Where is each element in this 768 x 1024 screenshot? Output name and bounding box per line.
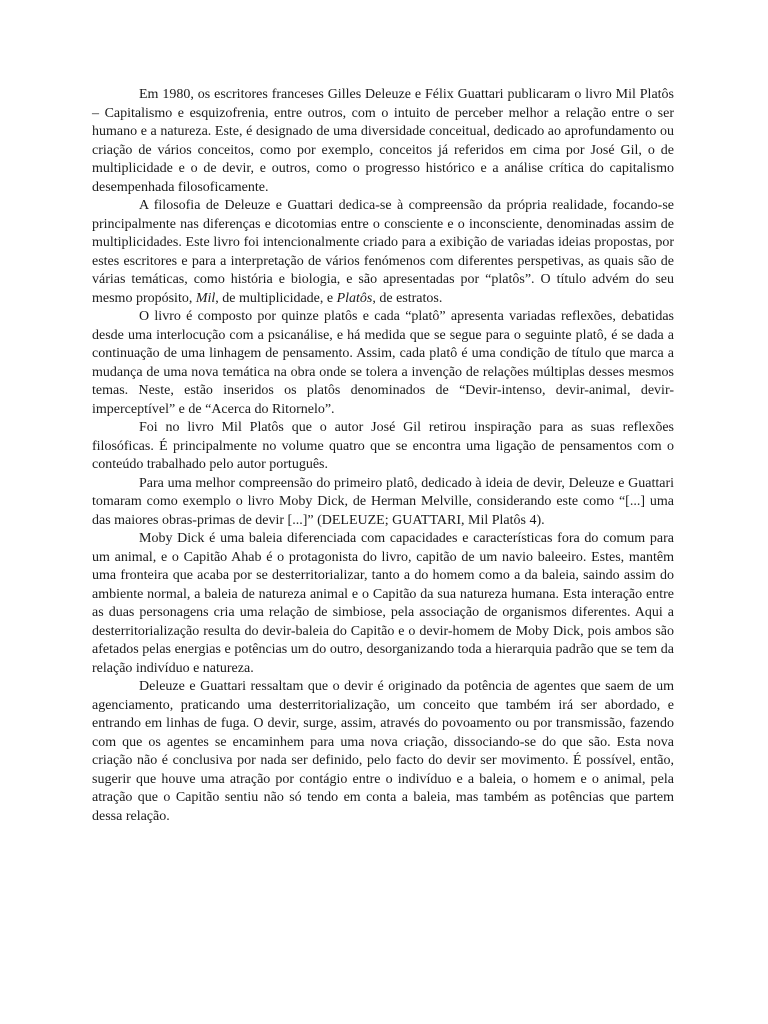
paragraph-text: Foi no livro Mil Platôs que o autor José Gil retirou inspiração para as suas reflexões filosóficas. É principalmente no volume quatro que se encontra uma ligação de pensamentos com o conteúdo trabalhado pelo autor português. (92, 420, 674, 472)
paragraph-text: , de estratos. (372, 290, 443, 306)
paragraph (92, 530, 674, 678)
paragraph-text: Para uma melhor compreensão do primeiro platô, dedicado à ideia de devir, Deleuze e Guattari tomaram como exemplo o livro Moby Dick, de Herman Melville, considerando este como “[...] uma das maiores obras-primas de devir [...]” (DELEUZE; GUATTARI, Mil Platôs 4). (92, 475, 674, 528)
paragraph-text: A filosofia de Deleuze e Guattari dedica-se à compreensão da própria realidade, focando-se principalmente nas diferenças e dicotomias entre o consciente e o inconsciente, denominadas assim de multiplicidades. Este livro foi intencionalmente criado para a exibição de variadas ideias propostas, por estes escritores e para a interpretação de vários fenómenos com diferentes perspetivas, as quais são de várias temáticas, como história e biologia, e são apresentadas por “platôs”. O título advém do seu mesmo propósito, (92, 198, 674, 306)
italic-term: Mil (195, 290, 216, 306)
paragraph (92, 86, 674, 197)
paragraph-text: Em 1980, os escritores franceses Gilles Deleuze e Félix Guattari publicaram o livro Mil Platôs – Capitalismo e esquizofrenia, entre outros, com o intuito de perceber melhor a relação entre o ser humano e a natureza. Este, é designado de uma diversidade conceitual, dedicado ao aprofundamento ou criação de vários conceitos, como por exemplo, conceitos já referidos em cima por José Gil, o de multiplicidade e o de devir, e outros, como o progresso histórico e a análise crítica do capitalismo desempenhada filosoficamente. (92, 87, 674, 195)
paragraph (92, 308, 674, 419)
paragraph-text: Deleuze e Guattari ressaltam que o devir é originado da potência de agentes que saem de um agenciamento, praticando uma desterritorialização, um conceito que também irá ser abordado, e entrando em linhas de fuga. O devir, surge, assim, através do povoamento ou por transmissão, fazendo com que os agentes se encaminhem para uma nova criação, dissociando-se do que são. Esta nova criação não é conclusiva por nada ser definido, pelo facto do devir ser movimento. É possível, então, sugerir que houve uma atração por contágio entre o indivíduo e a baleia, o homem e o animal, pela atração que o Capitão sentiu não só tendo em conta a baleia, mas também as potências que partem dessa relação. (92, 679, 674, 824)
document-page (92, 86, 674, 826)
paragraph-text: Moby Dick é uma baleia diferenciada com capacidades e características fora do comum para um animal, e o Capitão Ahab é o protagonista do livro, capitão de um navio baleeiro. Estes, mantêm uma fronteira que acaba por se desterritorializar, tanto a do homem como a da baleia, saindo assim do ambiente normal, a baleia de natureza animal e o Capitão da sua natureza humana. Esta interação entre as duas personagens cria uma relação de simbiose, pela associação de organismos diferentes. Aqui a desterritorialização resulta do devir-baleia do Capitão e o devir-homem de Moby Dick, pois ambos são afetados pelas energias e potências um do outro, desorganizando toda a hierarquia padrão que se tem da relação indivíduo e natureza. (92, 531, 674, 676)
paragraph (92, 475, 674, 531)
paragraph (92, 678, 674, 826)
paragraph (92, 419, 674, 475)
paragraph-text: O livro é composto por quinze platôs e cada “platô” apresenta variadas reflexões, debatidas desde uma interlocução com a psicanálise, e há medida que se segue para o seguinte platô, é se dada a continuação de uma linhagem de pensamento. Assim, cada platô é uma condição de título que marca a mudança de uma nova temática na obra onde se tolera a invenção de relações múltiplas desses mesmos temas. Neste, estão inseridos os platôs denominados de “Devir-intenso, devir-animal, devir-imperceptível” e de “Acerca do Ritornelo”. (92, 309, 674, 417)
paragraph (92, 197, 674, 308)
italic-term: Platôs (336, 290, 373, 306)
paragraph-text: , de multiplicidade, e (215, 290, 337, 306)
document-body (92, 86, 674, 826)
